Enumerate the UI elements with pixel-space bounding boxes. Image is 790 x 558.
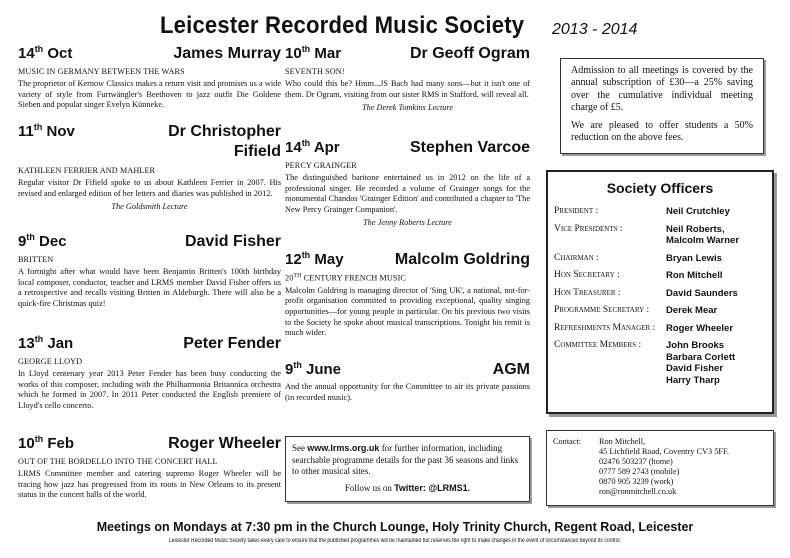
event-subtitle-sup: TH (293, 273, 302, 279)
event-subtitle-rest: CENTURY FRENCH MUSIC (301, 273, 406, 283)
event-item (18, 122, 281, 226)
contact-line: 02476 503237 (home) (599, 457, 673, 466)
officer-row (554, 270, 766, 282)
event-subtitle (18, 67, 281, 76)
event-speaker: Dr Christopher Fifield (168, 123, 281, 160)
officer-names: Ron Mitchell (666, 270, 723, 281)
event-header (18, 334, 281, 353)
officer-row (554, 253, 766, 265)
event-speaker: Stephen Varcoe (409, 139, 530, 156)
event-subtitle-text: KATHLEEN FERRIER AND MAHLER (18, 166, 156, 175)
student-discount-text: We are pleased to offer students a 50% reduction on the above fees. (571, 120, 753, 144)
event-description: And the annual opportunity for the Committee to air its private passions (in recorded music). (285, 382, 530, 402)
event-day: 10 (285, 45, 302, 62)
officer-names: Bryan Lewis (666, 252, 722, 264)
event-subtitle (285, 161, 530, 170)
website-box (285, 436, 530, 502)
event-day: 10 (18, 435, 35, 452)
event-description: Regular visitor Dr Fifield spoke to us about Kathleen Ferrier in 2007. His revised and enlarged edition of her letters and diaries was published in 2012. (18, 178, 281, 198)
contact-line: 0777 589 2743 (mobile) (599, 467, 680, 476)
event-day-suffix: th (33, 122, 43, 132)
contact-label: Contact: (553, 437, 582, 446)
event-day-suffix: th (301, 138, 311, 148)
events-column-right (285, 44, 530, 409)
event-subtitle (18, 357, 281, 366)
event-header (285, 138, 530, 157)
event-day: 9 (18, 233, 27, 250)
website-pre: See (292, 443, 308, 453)
officer-row (554, 305, 766, 317)
event-date (18, 122, 75, 140)
event-day: 12 (285, 251, 302, 268)
event-month: Nov (46, 123, 75, 140)
event-speaker: Peter Fender (183, 335, 281, 352)
event-header (18, 44, 281, 63)
contact-line: ron@ronmitchell.co.uk (599, 487, 677, 496)
event-day-suffix: th (34, 334, 44, 344)
event-header (18, 122, 281, 162)
event-header (18, 232, 281, 251)
event-description: The proprietor of Kernow Classics makes a return visit and promises us a wide variety of style from Furtwängler's Beethoven to jazz outfit Die Goldene Sieben and popular singer Evelyn Künneke. (18, 79, 281, 110)
event-description: Malcolm Goldring is managing director of 'Sing UK', a national, not-for-profit organisation committed to providing exceptional, quality singing opportunities—for young people in particular. On his previous two visits to the Society he spoke about musical transcriptions. Tonight his remit is much wider. (285, 285, 530, 338)
officer-names: John Brooks Barbara Corlett David Fisher Harry Tharp (666, 340, 736, 386)
meetings-footer: Meetings on Mondays at 7:30 pm in the Church Lounge, Holy Trinity Church, Regent Road, Leicester (96, 520, 694, 534)
event-date (285, 44, 341, 62)
officer-row (554, 288, 766, 300)
officer-names: Neil Crutchley (666, 206, 730, 217)
contact-details (599, 437, 729, 499)
event-item (18, 44, 281, 116)
website-post: for further information, including searchable programme details for the past 36 seasons and links to other musical sites. (292, 443, 519, 476)
officer-row (554, 323, 766, 335)
website-link[interactable]: www.lrms.org.uk (307, 443, 380, 453)
officer-names: Derek Mear (666, 305, 718, 316)
event-month: Dec (39, 233, 67, 250)
event-description: In Lloyd centenary year 2013 Peter Fender has been busy conducting the works of this composer, including with the Philharmonia Britannica orchestra which he formed in 2007. In 2011 Peter conducted the English premiere of Lloyd's cello concerto. (18, 369, 281, 410)
officer-names: Roger Wheeler (666, 322, 734, 334)
officer-names: Neil Roberts, Malcolm Warner (666, 223, 740, 246)
event-month: Mar (314, 45, 342, 62)
event-item (285, 250, 530, 354)
event-date (18, 232, 67, 250)
officer-role: Hon Secretary : (554, 270, 620, 280)
event-description: A fortnight after what would have been Benjamin Britten's 100th birthday local composer, conductor, teacher and LRMS member David Fisher offers us a retrospective and recalls visiting Britten in Aldeburgh. There will also be a quick-fire Christmas quiz! (18, 267, 281, 308)
contact-line: 0870 905 3239 (work) (599, 477, 674, 486)
twitter-text (292, 483, 523, 495)
event-lecture-name: The Goldsmith Lecture (111, 202, 188, 212)
event-header (18, 434, 281, 453)
event-day: 14 (18, 45, 35, 62)
event-day: 14 (285, 139, 302, 156)
officer-row (554, 340, 766, 386)
event-lecture-name: The Derek Tomkins Lecture (361, 103, 454, 113)
event-description: LRMS Committee member and catering supremo Roger Wheeler will be tracing how jazz has progressed from its roots in New Orleans to its present status in the concert halls of the world. (18, 469, 281, 500)
officer-role: Vice Presidents : (554, 223, 623, 234)
event-month: May (314, 251, 344, 268)
event-subtitle (285, 273, 530, 283)
event-description: Who could this be? Hmm...JS Bach had many sons—but it isn't one of them. Dr Ogram, visiting from our sister RMS in Stafford, will reveal all. (285, 79, 530, 99)
event-day-suffix: th (26, 232, 35, 242)
event-month: June (306, 361, 342, 378)
twitter-handle[interactable]: Twitter: @LRMS1. (394, 482, 471, 493)
event-month: Oct (47, 45, 73, 62)
event-item (285, 138, 530, 244)
event-subtitle (285, 67, 530, 76)
officer-role: Programme Secretary : (554, 305, 650, 315)
officer-role: Refreshments Manager : (554, 322, 656, 333)
contact-line: Ron Mitchell, (599, 437, 646, 446)
disclaimer: Leicester Recorded Music Society takes every care to ensure that the published programmes will be maintained but reserves the right to make changes in the event of circumstances beyond its control. (168, 538, 622, 544)
event-header (285, 360, 530, 379)
events-column-left (18, 44, 281, 507)
event-subtitle (18, 255, 281, 264)
event-day: 13 (18, 335, 35, 352)
event-subtitle-text: PERCY GRAINGER (285, 161, 357, 170)
event-date (18, 434, 74, 452)
event-day-suffix: th (34, 434, 44, 444)
event-subtitle-text: GEORGE LLOYD (18, 357, 83, 366)
event-speaker: Malcolm Goldring (394, 251, 530, 268)
officer-list (554, 206, 766, 386)
event-subtitle-text: SEVENTH SON! (285, 67, 345, 76)
event-lecture-name: The Jenny Roberts Lecture (363, 218, 452, 228)
event-month: Jan (47, 335, 74, 352)
event-subtitle (18, 457, 281, 466)
event-item (285, 44, 530, 132)
event-subtitle-text: OUT OF THE BORDELLO INTO THE CONCERT HALL (18, 457, 218, 466)
event-day: 11 (18, 123, 34, 140)
event-day-suffix: th (301, 250, 311, 260)
officer-role: Committee Members : (554, 340, 642, 350)
event-header (285, 44, 530, 63)
event-date (285, 360, 341, 378)
admission-box (560, 58, 764, 154)
event-header (285, 250, 530, 269)
contact-box (546, 430, 774, 506)
officer-names: David Saunders (666, 287, 738, 299)
season-label: 2013 - 2014 (552, 21, 638, 38)
event-speaker: Dr Geoff Ogram (409, 45, 530, 62)
event-date (285, 250, 344, 268)
event-subtitle (18, 166, 281, 175)
event-subtitle-text: 20 (285, 273, 294, 283)
officer-row (554, 224, 766, 247)
event-date (18, 334, 73, 352)
event-description: The distinguished baritone entertained us in 2012 on the life of a professional singer. He recorded a volume of Grainger songs for the monumental Chandos 'Grainger Edition' and contributed a chapter to 'The New Percy Grainger Companion'. (285, 173, 530, 214)
contact-line: 45 Lichfield Road, Coventry CV3 5FF. (599, 447, 730, 456)
officer-role: Chairman : (554, 252, 599, 263)
event-speaker: James Murray (173, 45, 281, 62)
officer-role: President : (554, 206, 599, 216)
event-item (18, 334, 281, 428)
event-speaker: Roger Wheeler (168, 435, 281, 452)
event-day-suffix: th (34, 44, 44, 54)
website-text (292, 443, 523, 478)
officer-row (554, 206, 766, 218)
event-speaker: AGM (492, 361, 530, 378)
page-title: Leicester Recorded Music Society (160, 12, 525, 39)
event-date (18, 44, 72, 62)
event-month: Feb (47, 435, 75, 452)
event-subtitle-text: BRITTEN (18, 255, 54, 264)
event-day: 9 (285, 361, 294, 378)
twitter-pre: Follow us on (344, 482, 395, 493)
event-day-suffix: th (293, 360, 302, 370)
event-month: Apr (313, 139, 340, 156)
event-item (18, 434, 281, 501)
event-item (285, 360, 530, 403)
officer-role: Hon Treasurer : (554, 287, 621, 298)
event-item (18, 232, 281, 328)
society-officers-box (546, 170, 774, 414)
admission-text: Admission to all meetings is covered by the annual subscription of £30—a 25% saving over the cumulative individual meeting charge of £5. (571, 65, 753, 113)
event-subtitle-text: MUSIC IN GERMANY BETWEEN THE WARS (18, 67, 185, 76)
event-speaker: David Fisher (184, 233, 281, 250)
officers-title: Society Officers (606, 180, 714, 196)
event-date (285, 138, 340, 156)
event-day-suffix: th (301, 44, 311, 54)
